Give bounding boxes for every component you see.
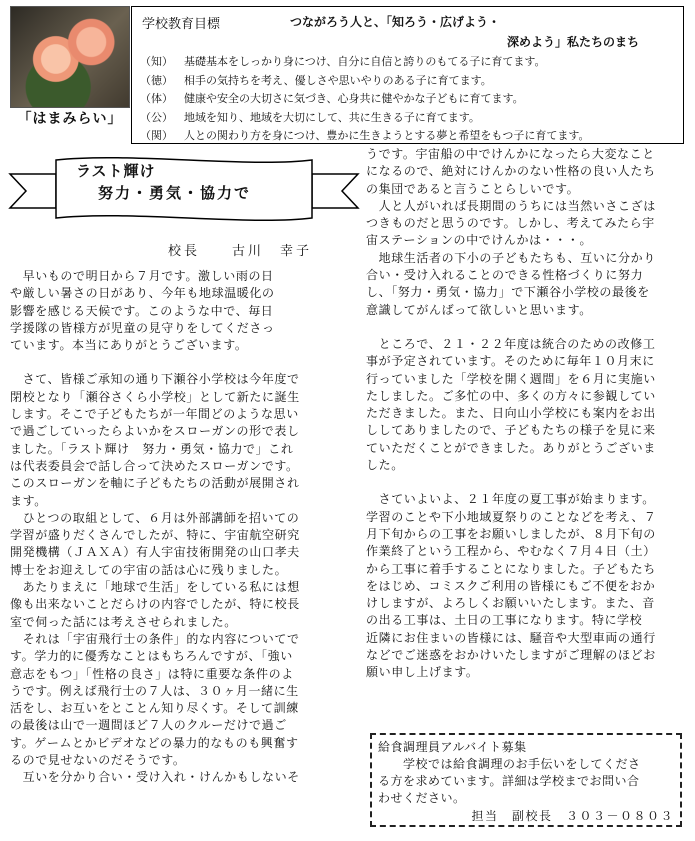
text-line: や厳しい暑さの日があり、今年も地球温暖化の <box>10 286 275 301</box>
notice-contact: 担当 副校長 ３０３－０８０３ <box>471 809 674 823</box>
text-line: になるので、絶対にけんかのない性格の良い人たち <box>366 164 656 179</box>
goal-item <box>140 53 679 72</box>
text-line: 月下旬からの工事をお願いしましたが、８月下旬の <box>366 526 656 541</box>
text-line: 事が予定されています。そのために毎年１０月末に <box>366 354 655 369</box>
text-line: 互いを分かり合い・受け入れ・けんかもしないそ <box>10 770 300 785</box>
text-line: の出る工事は、土日の工事になります。特に学校 <box>366 613 643 628</box>
text-line: 行っていました「学校を開く週間」を６月に実施い <box>366 371 656 386</box>
text-line: 宙ステーションの中でけんかは・・・。 <box>366 233 593 248</box>
text-line: で過ごしていったらよいかをスローガンの形で表し <box>10 424 300 439</box>
right-column-text <box>366 146 688 682</box>
text-line: るので見せないのだそうです。 <box>10 753 186 768</box>
text-line: 学習が盛りだくさんでしたが、特に、宇宙航空研究 <box>10 528 300 543</box>
left-column-text <box>10 268 350 787</box>
text-line: ます。 <box>10 493 47 508</box>
text-line: 意識してがんばって欲しいと思います。 <box>366 302 592 317</box>
text-line: します。そこで子どもたちが一年間どのような思い <box>10 407 299 422</box>
school-goals-box <box>131 6 684 144</box>
paragraph-gap <box>10 354 350 371</box>
text-line: 活をし、お互いをとことん知り尽くす。そして訓練 <box>10 701 299 716</box>
text-line: たしました。ご多忙の中、多くの方々に参観してい <box>366 388 656 403</box>
text-line: の集団であると言うことらしいです。 <box>366 181 580 196</box>
text-line: 地球生活者の下小の子どもたちも、互いに分かり <box>366 250 656 265</box>
text-line: つきものだと思うのです。しかし、考えてみたら宇 <box>366 216 655 231</box>
notice-line: わせください。 <box>378 791 466 805</box>
text-line: 学習のことや下小地域夏祭りのことなどを考え、７ <box>366 509 657 524</box>
text-line: ています。本当にありがとうございます。 <box>10 338 248 353</box>
text-line: 閉校となり「瀬谷さくら小学校」として新たに誕生 <box>10 389 300 404</box>
goal-item <box>140 109 679 128</box>
rose-photo <box>10 6 130 108</box>
text-line: 願い申し上げます。 <box>366 665 479 680</box>
text-line: さていよいよ、２１年度の夏工事が始まります。 <box>366 492 655 507</box>
text-line: 像も出来ないことだらけの内容でしたが、特に校長 <box>10 597 300 612</box>
text-line: から工事に着手することになりました。子どもたち <box>366 561 656 576</box>
text-line: をはじめ、コミスクご利用の皆様にもご不便をおか <box>366 578 656 593</box>
text-line: し、「努力・勇気・協力」で下瀬谷小学校の最後を <box>366 285 650 300</box>
goals-motto-line1: つながろう人と、「知ろう・広げよう・ <box>290 15 501 29</box>
text-line: ししてありましたので、子どもたちの様子を見に来 <box>366 423 656 438</box>
text-line: は代表委員会で話し合って決めたスローガンです。 <box>10 458 299 473</box>
notice-line: る方を求めています。詳細は学校までお問い合 <box>378 774 640 788</box>
text-line: 影響を感じる天候です。このような中で、毎日 <box>10 303 274 318</box>
goal-item <box>140 72 679 91</box>
paragraph-gap <box>366 474 688 491</box>
text-line: うです。例えば飛行士の７人は、３０ヶ月一緒に生 <box>10 683 299 698</box>
text-line: ただきました。また、日向山小学校にも案内をお出 <box>366 406 656 421</box>
text-line: けしますが、よろしくお願いいたします。また、音 <box>366 596 655 611</box>
photo-caption: 「はまみらい」 <box>17 111 123 127</box>
goals-title: 学校教育目標 <box>142 17 221 32</box>
goal-tag: （体） <box>140 92 173 105</box>
text-line: 開発機構（ＪＡＸＡ）有人宇宙技術開発の山口孝夫 <box>10 545 300 560</box>
goal-text: 相手の気持ちを考え、優しさや思いやりのある子に育てます。 <box>184 73 492 87</box>
goals-list <box>140 53 679 146</box>
goal-tag: （関） <box>140 129 173 142</box>
text-line: ところで、２１・２２年度は統合のための改修工 <box>366 336 656 351</box>
text-line: 合い・受け入れることのできる性格づくりに努力 <box>366 268 644 283</box>
goal-item <box>140 90 679 109</box>
banner-right-tail <box>312 174 358 208</box>
goal-text: 地域を知り、地域を大切にして、共に生きる子に育てます。 <box>184 110 480 124</box>
text-line: す。学力的に優秀なことはもちろんですが、「強い <box>10 649 293 664</box>
text-line: それは「宇宙飛行士の条件」的な内容についてで <box>10 631 300 646</box>
goal-tag: （公） <box>140 110 173 124</box>
text-line: 人と人がいれば長期間のうちには当然いさこざは <box>366 198 656 213</box>
author-line: 校長 古川 幸子 <box>168 244 313 259</box>
goal-tag: （徳） <box>140 73 173 87</box>
goal-item <box>140 127 679 146</box>
goals-motto-line2: 深めよう」私たちのまち <box>506 35 639 49</box>
text-line: さて、皆様ご承知の通り下瀬谷小学校は今年度で <box>10 372 300 387</box>
job-notice-box <box>370 733 682 827</box>
goal-text: 健康や安全の大切さに気づき、心身共に健やかな子どもに育てます。 <box>184 92 524 105</box>
notice-title: 給食調理員アルバイト募集 <box>378 740 527 754</box>
goal-text: 人との関わり方を身につけ、豊かに生きようとする夢と希望をもつ子に育てます。 <box>184 129 590 142</box>
banner-line2: 努力・勇気・協力で <box>98 184 252 202</box>
banner-line1: ラスト輝け <box>76 162 156 180</box>
banner-left-tail <box>10 174 56 208</box>
text-line: 早いもので明日から７月です。激しい雨の日 <box>10 269 274 283</box>
text-line: 意志をもつ」「性格の良さ」は特に重要な条件のよ <box>10 666 294 681</box>
text-line: などでご迷惑をおかけいたしますがご理解のほどお <box>366 648 656 663</box>
goal-text: 基礎基本をしっかり身につけ、自分に自信と誇りのもてる子に育てます。 <box>184 55 546 68</box>
text-line: の最後は山で一週間ほど７人のクルーだけで過ご <box>10 718 287 733</box>
text-line: す。ゲームとかビデオなどの暴力的なものも興奮す <box>10 735 299 750</box>
text-line: うです。宇宙船の中でけんかになったら大変なこと <box>366 147 655 161</box>
text-line: あたりまえに「地球で生活」をしている私には想 <box>10 580 300 595</box>
text-line: 室で伺った話には考えさせられました。 <box>10 614 237 629</box>
text-line: ていただくことができました。ありがとうございま <box>366 440 656 455</box>
notice-line: 学校では給食調理のお手伝いをしてくださ <box>378 757 641 771</box>
text-line: した。 <box>366 458 404 473</box>
text-line: ました。「ラスト輝け 努力・勇気・協力で」これ <box>10 441 294 456</box>
text-line: 学援隊の皆様方が児童の見守りをしてくださっ <box>10 320 275 335</box>
goal-tag: （知） <box>140 55 173 68</box>
paragraph-gap <box>366 319 688 336</box>
text-line: ひとつの取組として、６月は外部講師を招いての <box>10 510 300 525</box>
text-line: 博士をお迎えしての宇宙の話は心に残りました。 <box>10 562 288 577</box>
text-line: このスローガンを軸に子どもたちの活動が展開され <box>10 476 300 491</box>
text-line: 作業終了という工程から、やむなく７月４日（土） <box>366 544 656 559</box>
text-line: 近隣にお住まいの皆様には、騒音や大型車両の通行 <box>366 630 656 645</box>
